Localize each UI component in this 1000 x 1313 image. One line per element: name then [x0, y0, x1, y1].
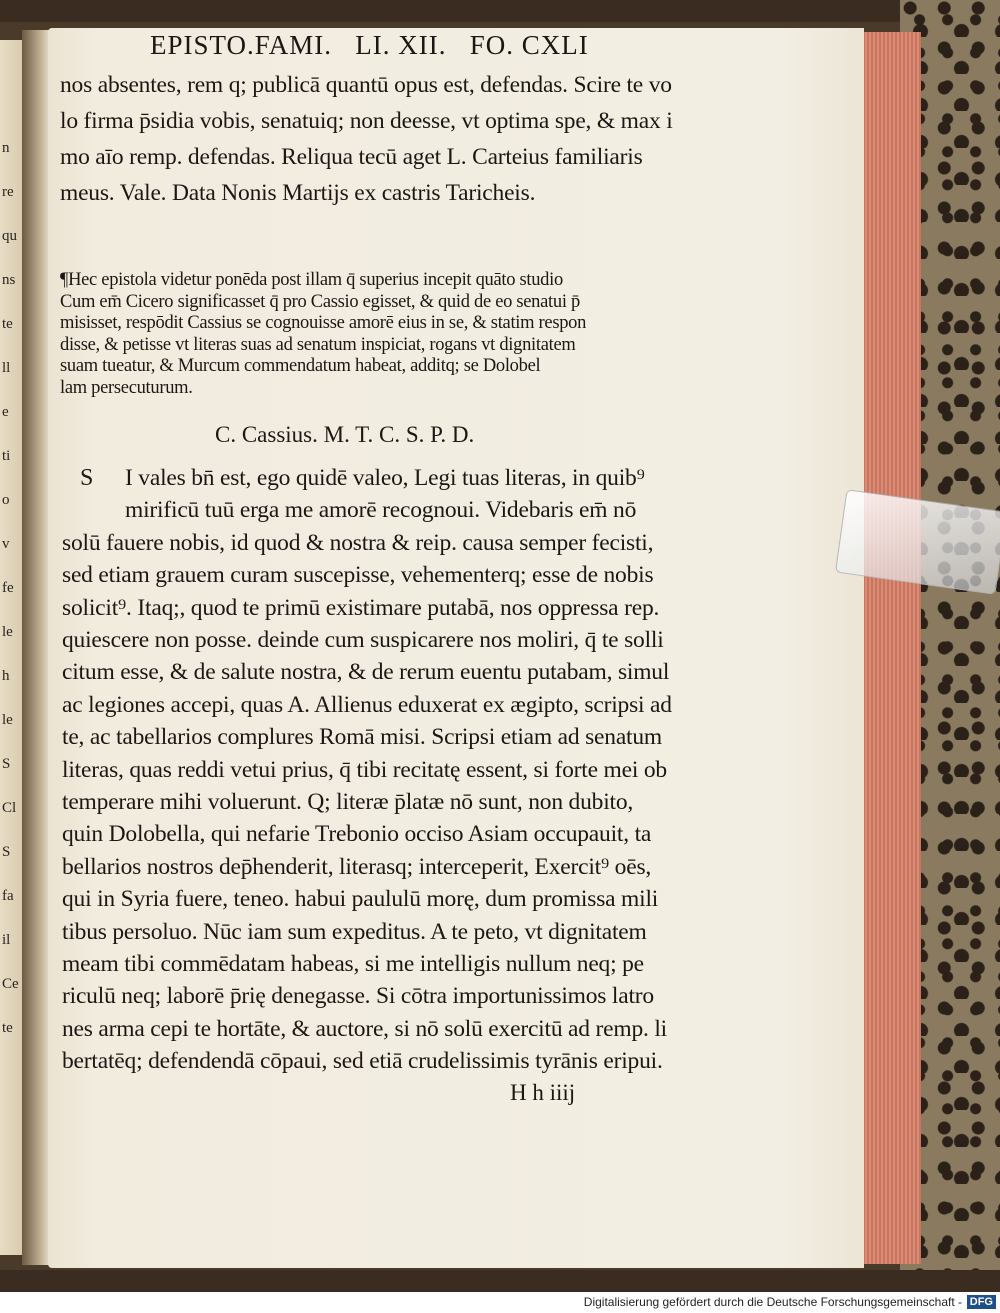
previous-page-sliver: [0, 40, 22, 1255]
left-page-fragment: te: [2, 316, 13, 332]
text-line: solicit⁹. Itaq;, quod te primū existimare putabā, nos oppressa rep.: [62, 594, 660, 621]
text-line: meam tibi commēdatam habeas, si me intelligis nullum neq; pe: [62, 951, 644, 977]
left-page-fragment: il: [2, 932, 11, 948]
text-line: quin Dolobella, qui nefarie Trebonio occiso Asiam occupauit, ta: [62, 821, 652, 848]
dfg-logo: DFG: [967, 1295, 996, 1309]
text-line: meus. Vale. Data Nonis Martijs ex castris Taricheis.: [60, 180, 536, 206]
text-line: misisset, respōdit Cassius se cognouisse amorē eius in se, & statim respon: [60, 313, 587, 333]
left-page-fragment: te: [2, 1020, 13, 1036]
left-page-fragment: n: [2, 140, 10, 156]
text-line: bellarios nostros dep̄henderit, literasq; interceperit, Exercit⁹ oēs,: [62, 853, 652, 880]
left-page-fragment: fe: [2, 580, 14, 596]
text-line: mo aīo remp. defendas. Reliqua tecū aget L. Carteius familiaris: [60, 144, 643, 170]
left-page-fragment: v: [2, 536, 10, 552]
text-line: nos absentes, rem q; publicā quantū opus est, defendas. Scire te vo: [60, 72, 672, 98]
left-page-fragment: e: [2, 404, 9, 420]
initial-letter: S: [80, 465, 94, 491]
text-line: bertatēq; defendendā cōpaui, sed etiā crudelissimis tyrānis eripui.: [62, 1048, 663, 1075]
text-line: temperare mihi voluerunt. Q; literæ p̄latæ nō sunt, non dubito,: [62, 789, 634, 815]
text-line: mirificū tuū erga me amorē recognoui. Videbaris em̄ nō: [125, 497, 637, 524]
left-page-fragment: S: [2, 756, 11, 772]
left-page-fragment: le: [2, 712, 13, 728]
left-page-fragment: Cl: [2, 800, 17, 816]
text-line: sed etiam grauem curam suscepisse, vehementerq; esse de nobis: [62, 562, 654, 589]
signature-mark: H h iiij: [510, 1080, 576, 1105]
text-line: literas, quas reddi vetui prius, q̄ tibi recitatę essent, si forte mei ob: [62, 756, 667, 783]
left-page-fragment: re: [2, 184, 14, 200]
left-page-fragment: h: [2, 668, 10, 684]
left-page-fragment: S: [2, 844, 11, 860]
text-line: suam tueatur, & Murcum commendatum habeat, additq; se Dolobel: [60, 356, 541, 376]
red-page-edges: [862, 32, 921, 1264]
running-header: EPISTO.FAMI. LI. XII. FO. CXLI: [150, 30, 589, 60]
text-line: solū fauere nobis, id quod & nostra & reip. causa semper fecisti,: [62, 529, 654, 556]
text-line: lam persecuturum.: [60, 377, 193, 398]
left-page-fragment: ll: [2, 360, 11, 376]
text-line: riculū neq; laborē p̄rię denegasse. Si cōtra importunissimos latro: [62, 983, 654, 1010]
letter-title: C. Cassius. M. T. C. S. P. D.: [215, 422, 475, 447]
cover-top-edge: [0, 0, 1000, 22]
left-page-fragment: ti: [2, 448, 11, 464]
text-line: lo firma p̄sidia vobis, senatuiq; non deesse, vt optima spe, & max i: [60, 108, 673, 134]
text-line: disse, & petisse vt literas suas ad senatum inspiciat, rogans vt dignitatem: [60, 334, 576, 355]
left-page-fragment: ns: [2, 272, 16, 288]
text-line: I vales bn̄ est, ego quidē valeo, Legi tuas literas, in quib⁹: [125, 465, 645, 491]
text-line: quiescere non posse. deinde cum suspicarere nos moliri, q̄ te solli: [62, 627, 664, 653]
text-line: Cum em̄ Cicero significasset q̄ pro Cassio egisset, & quid de eo senatui p̄: [60, 291, 580, 312]
left-page-fragment: fa: [2, 888, 14, 904]
text-line: tibus persoluo. Nūc iam sum expeditus. A te peto, vt dignitatem: [62, 918, 647, 945]
left-page-fragment: qu: [2, 228, 17, 244]
left-page-fragment: Ce: [2, 976, 19, 992]
text-line: te, ac tabellarios complures Romā misi. Scripsi etiam ad senatum: [62, 724, 663, 751]
book-gutter: [22, 30, 50, 1265]
cover-bottom-edge: [0, 1270, 1000, 1292]
footer-credit: Digitalisierung gefördert durch die Deutsche Forschungsgemeinschaft -: [583, 1295, 962, 1309]
text-line: ac legiones accepi, quas A. Allienus eduxerat ex ægipto, scripsi ad: [62, 691, 672, 718]
text-line: nes arma cepi te hortāte, & auctore, si nō solū exercitū ad remp. li: [62, 1015, 668, 1042]
text-line: ¶Hec epistola videtur ponēda post illam q̄ superius incepit quāto studio: [60, 270, 563, 290]
left-page-fragment: o: [2, 492, 10, 508]
text-line: qui in Syria fuere, teneo. habui paululū morę, dum promissa mili: [62, 886, 659, 913]
left-page-fragment: le: [2, 624, 13, 640]
text-line: citum esse, & de salute nostra, & de rerum euentu putabam, simul: [62, 659, 670, 686]
